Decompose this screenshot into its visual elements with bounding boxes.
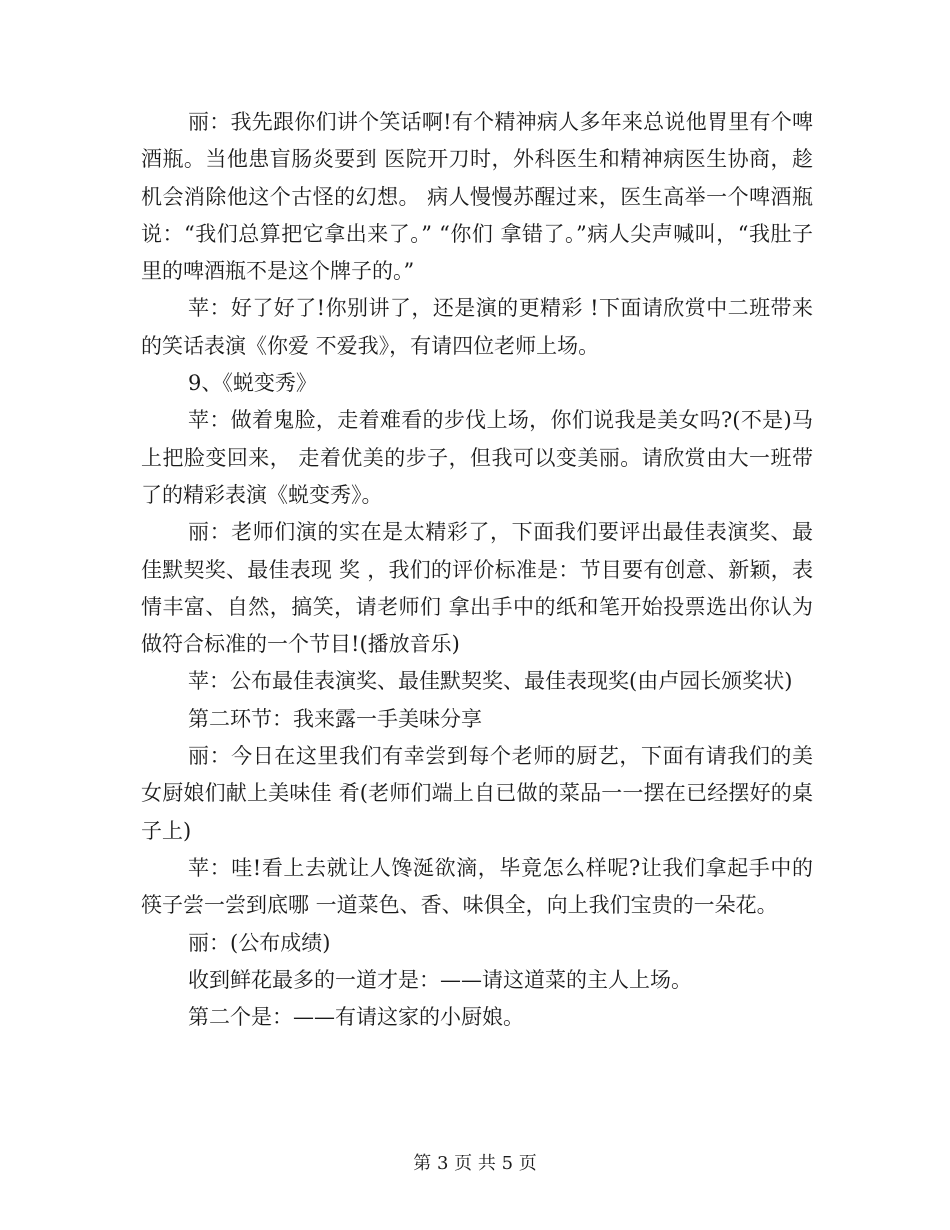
paragraph-second-place: 第二个是：——有请这家的小厨娘。 [188, 1005, 524, 1030]
paragraph-section-heading: 第二环节：我来露一手美味分享 [188, 706, 482, 731]
paragraph-first-place: 收到鲜花最多的一道才是：——请这道菜的主人上场。 [188, 967, 692, 992]
paragraph-results: 丽：(公布成绩) [188, 930, 331, 955]
paragraph-tasting: 苹：哇!看上去就让人馋涎欲滴，毕竟怎么样呢?让我们拿起手中的筷子尝一尝到底哪 一道菜色、香、味俱全，向上我们宝贵的一朵花。 [141, 855, 813, 918]
paragraph-award-voting: 丽：老师们演的实在是太精彩了，下面我们要评出最佳表演奖、最佳默契奖、最佳表现 奖 ，我们的评价标准是：节目要有创意、新颖，表情丰富、自然，搞笑，请老师们 拿出手中的纸和笔开始投票选出你认为做符合标准的一个节目!(播放音乐) [141, 520, 813, 657]
paragraph-award-announcement: 苹：公布最佳表演奖、最佳默契奖、最佳表现奖(由卢园长颁奖状) [188, 669, 793, 694]
page-number-footer: 第 3 页 共 5 页 [413, 1153, 537, 1174]
paragraph-intro-skit: 苹：好了好了!你别讲了，还是演的更精彩 !下面请欣赏中二班带来的笑话表演《你爱 不爱我》，有请四位老师上场。 [141, 296, 813, 358]
document-body [141, 104, 813, 1036]
paragraph-program-heading: 9、《蜕变秀》 [188, 371, 317, 396]
paragraph-cooking-intro: 丽：今日在这里我们有幸尝到每个老师的厨艺，下面有请我们的美女厨娘们献上美味佳 肴(老师们端上自已做的菜品一一摆在已经摆好的桌子上) [141, 744, 813, 843]
paragraph-transformation-show: 苹：做着鬼脸，走着难看的步伐上场，你们说我是美女吗?(不是)马上把脸变回来， 走着优美的步子，但我可以变美丽。请欣赏由大一班带了的精彩表演《蜕变秀》。 [141, 408, 813, 507]
paragraph-joke: 丽：我先跟你们讲个笑话啊!有个精神病人多年来总说他胃里有个啤酒瓶。当他患盲肠炎要到 医院开刀时，外科医生和精神病医生协商，趁机会消除他这个古怪的幻想。 病人慢慢苏醒过来，医生高举一个啤酒瓶说：“我们总算把它拿出来了。” “你们 拿错了。”病人尖声喊叫，“我肚子里的啤酒瓶不是这个牌子的。” [141, 110, 813, 284]
